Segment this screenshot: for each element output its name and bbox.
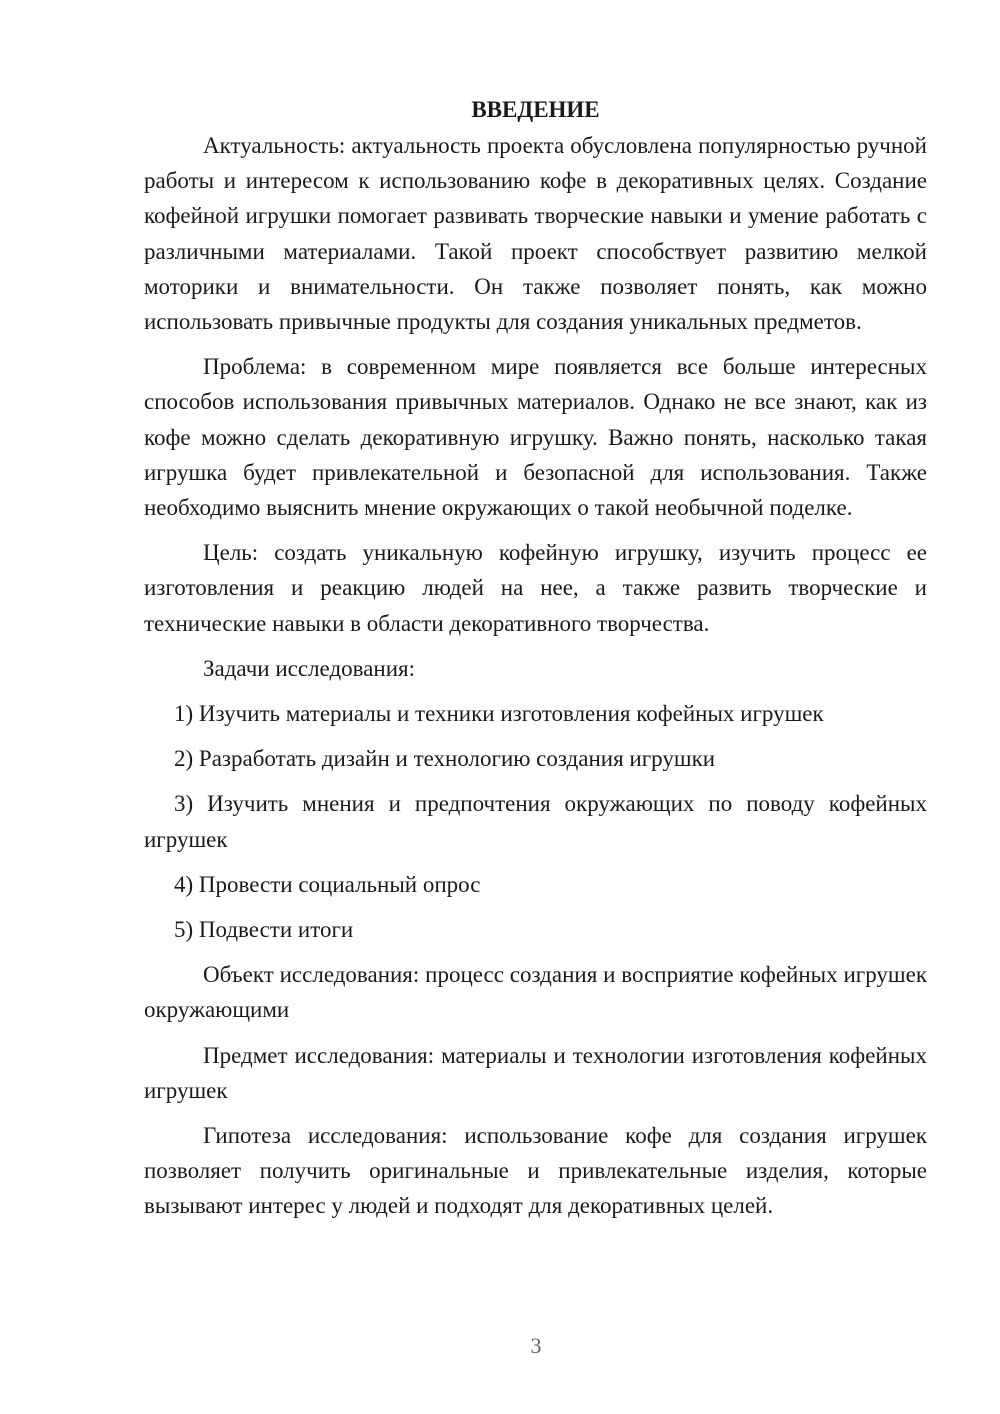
paragraph-subject: Предмет исследования: материалы и технологии изготовления кофейных игрушек xyxy=(144,1042,927,1103)
paragraph-object: Объект исследования: процесс создания и восприятие кофейных игрушек окружающими xyxy=(144,962,927,1023)
list-item: 5) Подвести итоги xyxy=(174,917,354,943)
paragraph-hypothesis: Гипотеза исследования: использование кофе для создания игрушек позволяет получить оригинальные и привлекательные изделия, которые вызывают интерес у людей и подходят для декоративных целей. xyxy=(144,1123,927,1219)
list-item: 2) Разработать дизайн и технологию создания игрушки xyxy=(174,746,716,772)
paragraph-relevance: Актуальность: актуальность проекта обусловлена популярностью ручной работы и интересом к использованию кофе в декоративных целях. Создание кофейной игрушки помогает развивать творческие навыки и умение работать с различными материалами. Такой проект способствует развитию мелкой моторики и внимательности. Он также позволяет понять, как можно использовать привычные продукты для создания уникальных предметов. xyxy=(144,133,927,335)
paragraph-goal: Цель: создать уникальную кофейную игрушку, изучить процесс ее изготовления и реакцию людей на нее, а также развить творческие и технические навыки в области декоративного творчества. xyxy=(144,540,927,636)
paragraph-problem: Проблема: в современном мире появляется все больше интересных способов использования привычных материалов. Однако не все знают, как из кофе можно сделать декоративную игрушку. Важно понять, насколько такая игрушка будет привлекательной и безопасной для использования. Также необходимо выяснить мнение окружающих о такой необычной поделке. xyxy=(144,354,927,521)
tasks-list xyxy=(144,696,927,947)
list-item: 1) Изучить материалы и техники изготовления кофейных игрушек xyxy=(174,701,824,727)
list-item: 4) Провести социальный опрос xyxy=(174,871,481,897)
tasks-heading: Задачи исследования: xyxy=(203,655,416,681)
page-title: ВВЕДЕНИЕ xyxy=(471,97,600,122)
list-item: 3) Изучить мнения и предпочтения окружающих по поводу кофейных игрушек xyxy=(144,791,927,852)
page-number: 3 xyxy=(530,1333,542,1358)
document-page xyxy=(144,92,927,1234)
